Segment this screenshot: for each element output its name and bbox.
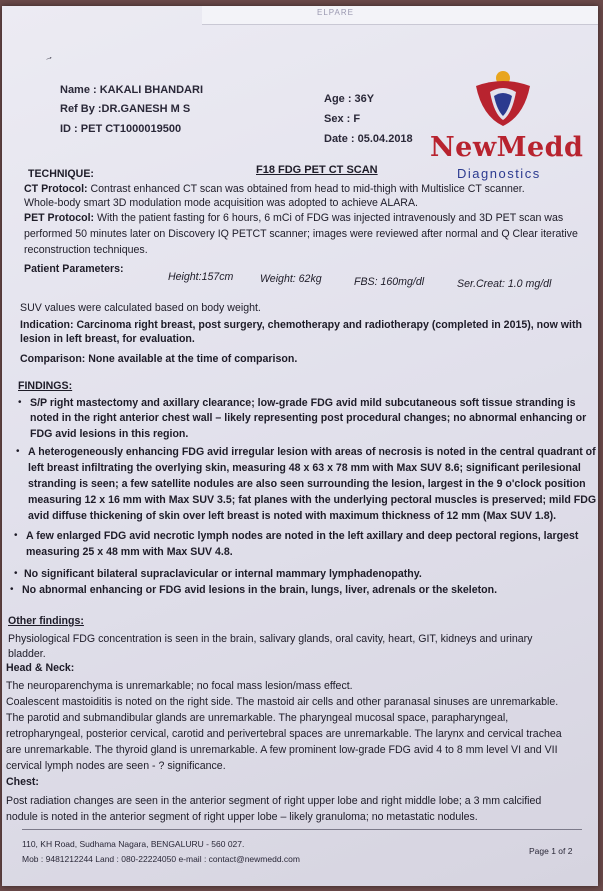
finding-4: No significant bilateral supraclavicular or internal mammary lymphadenopathy. <box>24 568 422 580</box>
brand-subtitle: Diagnostics <box>457 166 541 181</box>
head-neck-line1: The neuroparenchyma is unremarkable; no focal mass lesion/mass effect. <box>6 680 353 692</box>
finding-1-line1: S/P right mastectomy and axillary clearance; low-grade FDG avid mild subcutaneous soft tissue stranding is <box>30 397 576 409</box>
finding-2-line1: A heterogeneously enhancing FDG avid irregular lesion with areas of necrosis is noted in the central quadrant of <box>28 446 596 458</box>
chest-line1: Post radiation changes are seen in the anterior segment of right upper lobe and right middle lobe; a 3 mm calcified <box>6 795 542 807</box>
bullet-icon: • <box>18 397 22 408</box>
patient-sex: Sex : F <box>324 113 361 125</box>
indication-line2: lesion in left breast, for evaluation. <box>20 333 195 345</box>
folder-tab <box>202 6 598 25</box>
pet-protocol-line2: performed 50 minutes later on Discovery IQ PETCT scanner; images were reviewed after normal and Q Clear iterative <box>24 228 578 240</box>
footer-contact: Mob : 9481212244 Land : 080-22224050 e-mail : contact@newmedd.com <box>22 854 300 864</box>
finding-1-line2: noted in the right anterior chest wall – likely representing post procedural changes; no abnormal enhancing or <box>30 412 587 424</box>
technique-heading: TECHNIQUE: <box>28 168 94 180</box>
page-number: Page 1 of 2 <box>529 846 573 856</box>
finding-2-line3: stranding is seen; a few satellite nodules are also seen surrounding the lesion, largest in the 9 o'clock position <box>28 478 586 490</box>
finding-2-line5: avid diffuse thickening of skin over left breast is noted with maximum thickness of 12 mm (Max SUV 1.8). <box>28 510 557 522</box>
suv-note: SUV values were calculated based on body weight. <box>20 302 261 314</box>
finding-5: No abnormal enhancing or FDG avid lesions in the brain, lungs, liver, adrenals or the skeleton. <box>22 584 498 596</box>
patient-age: Age : 36Y <box>324 93 375 105</box>
finding-3-line1: A few enlarged FDG avid necrotic lymph nodes are noted in the left axillary and deep pectoral regions, largest <box>26 530 579 542</box>
head-neck-line5: are unremarkable. The thyroid gland is unremarkable. A few prominent low-grade FDG avid 4 to 8 mm level VI and VII <box>6 744 558 756</box>
bullet-icon: • <box>14 568 18 579</box>
report-title: F18 FDG PET CT SCAN <box>256 164 378 176</box>
head-neck-line6: cervical lymph nodes are seen - ? significance. <box>6 760 226 772</box>
head-neck-heading: Head & Neck: <box>6 662 75 674</box>
report-page <box>2 6 598 886</box>
report-date: Date : 05.04.2018 <box>324 133 413 145</box>
bullet-icon: • <box>10 584 14 595</box>
param-creatinine: Ser.Creat: 1.0 mg/dl <box>457 278 552 290</box>
other-findings-line2: bladder. <box>8 648 46 660</box>
referring-doctor: Ref By :DR.GANESH M S <box>60 103 191 115</box>
params-label: Patient Parameters: <box>24 263 124 275</box>
finding-2-line4: measuring 12 x 16 mm with Max SUV 3.5; fat planes with the underlying pectoral muscles is preserved; mild FDG <box>28 494 597 506</box>
comparison: Comparison: None available at the time of comparison. <box>20 353 298 365</box>
finding-2-line2: left breast infiltrating the overlying skin, measuring 48 x 63 x 78 mm with Max SUV 8.6; significant perilesional <box>28 462 581 474</box>
ct-protocol: CT Protocol: Contrast enhanced CT scan was obtained from head to mid-thigh with Multislice CT scanner. <box>24 183 525 195</box>
pet-protocol-line3: reconstruction techniques. <box>24 244 148 256</box>
brand-name: NewMedd <box>430 132 584 163</box>
finding-1-line3: FDG avid lesions in this region. <box>30 428 189 440</box>
tab-text: ELPARE <box>317 8 354 17</box>
ct-protocol-line2: Whole-body smart 3D modulation mode acquisition was adopted to achieve ALARA. <box>24 197 418 209</box>
indication-line1: Indication: Carcinoma right breast, post surgery, chemotherapy and radiotherapy (completed in 2015), now with <box>20 319 582 331</box>
param-weight: Weight: 62kg <box>260 273 322 285</box>
bullet-icon: • <box>14 530 18 541</box>
newmedd-logo-icon <box>472 70 534 128</box>
stamp-mark: → <box>42 50 55 64</box>
bullet-icon: • <box>16 446 20 457</box>
chest-line2: nodule is noted in the anterior segment of right upper lobe – likely granuloma; no metastatic nodules. <box>6 811 478 823</box>
param-fbs: FBS: 160mg/dl <box>354 276 425 288</box>
footer-address: 110, KH Road, Sudhama Nagara, BENGALURU - 560 027. <box>22 839 245 849</box>
patient-name: Name : KAKALI BHANDARI <box>60 84 204 96</box>
param-height: Height:157cm <box>168 271 234 283</box>
head-neck-line4: retropharyngeal, posterior cervical, carotid and perivertebral spaces are unremarkable. The larynx and cervical trachea <box>6 728 562 740</box>
footer-divider <box>22 829 582 830</box>
findings-heading: FINDINGS: <box>18 380 73 392</box>
head-neck-line2: Coalescent mastoiditis is noted on the right side. The mastoid air cells and other paranasal sinuses are unremarkable. <box>6 696 559 708</box>
other-findings-line1: Physiological FDG concentration is seen in the brain, salivary glands, oral cavity, heart, GIT, kidneys and urinary <box>8 633 533 645</box>
pet-protocol: PET Protocol: With the patient fasting for 6 hours, 6 mCi of FDG was injected intravenously and 3D PET scan was <box>24 212 564 224</box>
chest-heading: Chest: <box>6 776 39 788</box>
other-findings-heading: Other findings: <box>8 615 84 627</box>
finding-3-line2: measuring 25 x 48 mm with Max SUV 4.8. <box>26 546 233 558</box>
patient-id: ID : PET CT1000019500 <box>60 123 182 135</box>
head-neck-line3: The parotid and submandibular glands are unremarkable. The pharyngeal mucosal space, parapharyngeal, <box>6 712 509 724</box>
